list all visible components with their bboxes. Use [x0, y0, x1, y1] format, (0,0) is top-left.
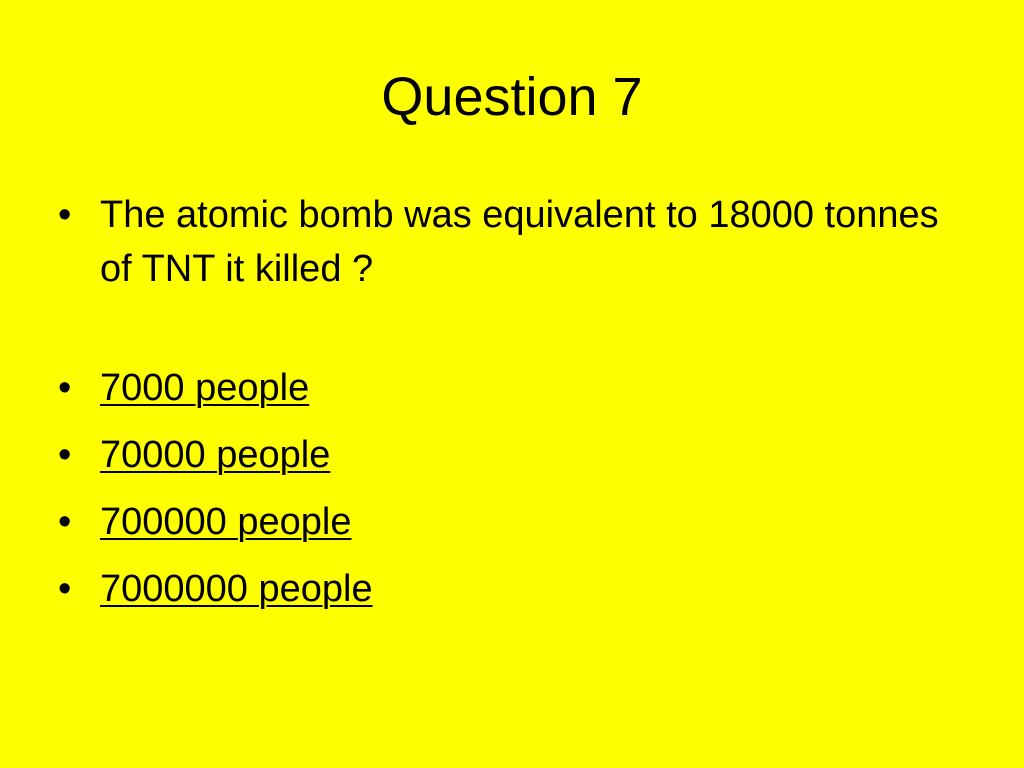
- answer-link-3[interactable]: 700000 people: [100, 501, 352, 543]
- bullet-list: [56, 188, 976, 629]
- bullet-dot-icon: •: [58, 568, 72, 610]
- question-text: The atomic bomb was equivalent to 18000 tonnes of TNT it killed ?: [100, 194, 939, 290]
- answer-option[interactable]: [56, 495, 976, 549]
- bullet-dot-icon: •: [58, 501, 72, 543]
- slide-title: Question 7: [381, 67, 643, 127]
- answer-option[interactable]: [56, 428, 976, 482]
- answer-link-1[interactable]: 7000 people: [100, 367, 310, 409]
- answer-link-4[interactable]: 7000000 people: [100, 568, 373, 610]
- answer-option[interactable]: [56, 562, 976, 616]
- bullet-dot-icon: •: [58, 367, 72, 409]
- bullet-dot-icon: •: [58, 434, 72, 476]
- question-bullet: [56, 188, 976, 296]
- answer-link-2[interactable]: 70000 people: [100, 434, 331, 476]
- answer-option[interactable]: [56, 361, 976, 415]
- bullet-dot-icon: •: [58, 194, 72, 236]
